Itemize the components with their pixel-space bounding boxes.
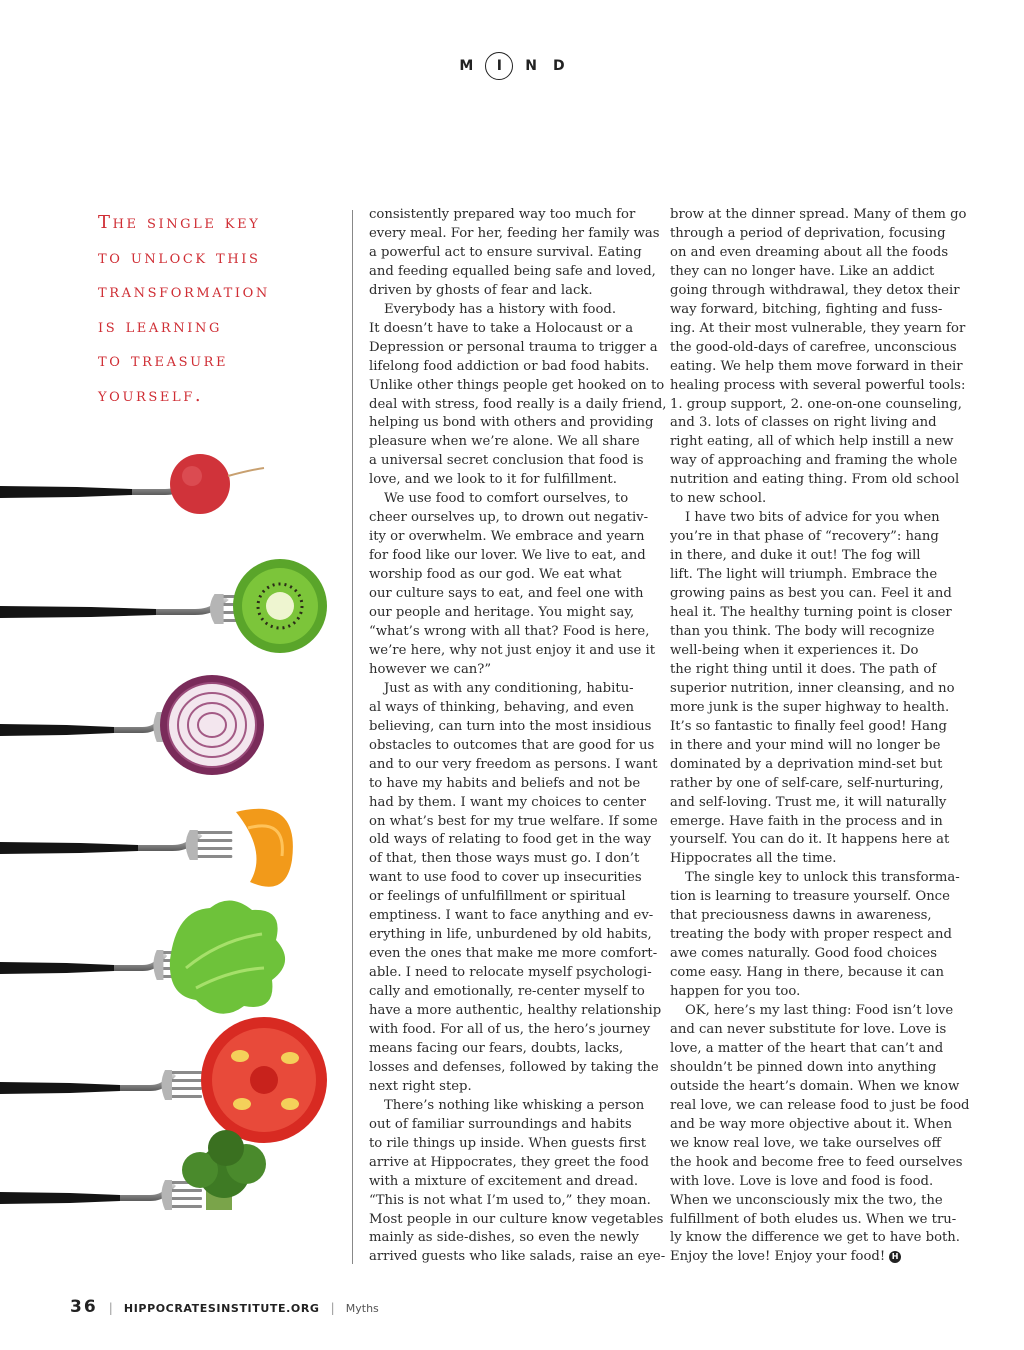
text-line: I have two bits of advice for you when — [685, 510, 940, 526]
text-line: to new school. — [670, 491, 767, 507]
text-line: our culture says to eat, and feel one with — [369, 586, 644, 602]
text-line: the hook and become free to feed ourselves — [670, 1154, 963, 1170]
text-line: want to use food to cover up insecurities — [369, 870, 642, 886]
text-line: we know real love, we take ourselves off — [670, 1135, 941, 1151]
text-line: yourself. You can do it. It happens here at — [670, 832, 950, 848]
text-line: “what’s wrong with all that? Food is here, — [369, 623, 650, 639]
text-line: however we can?” — [369, 661, 492, 677]
text-line: cally and emotionally, re-center myself to — [369, 984, 645, 1000]
text-line: or feelings of unfulfillment or spiritual — [369, 889, 626, 905]
text-line: driven by ghosts of fear and lack. — [369, 282, 593, 298]
text-line: mainly as side-dishes, so even the newly — [369, 1230, 640, 1246]
text-line: Everybody has a history with food. — [384, 301, 617, 317]
text-line: outside the heart’s domain. When we know — [670, 1078, 960, 1094]
text-line: dominated by a deprivation mind-set but — [670, 756, 943, 772]
page-number: 36 — [70, 1297, 98, 1317]
text-line: losses and defenses, followed by taking the — [369, 1059, 659, 1075]
tomato-fork — [0, 1017, 327, 1143]
text-line: rather by one of self-care, self-nurturing, — [670, 775, 944, 791]
text-line: happen for you too. — [670, 984, 801, 1000]
text-line: means facing our fears, doubts, lacks, — [369, 1040, 624, 1056]
text-line: real love, we can release food to just be food — [670, 1097, 970, 1113]
text-line: worship food as our god. We eat what — [369, 567, 622, 583]
pull-quote-line: The single key — [98, 212, 261, 233]
text-line: lifelong food addiction or bad food habits. — [369, 358, 650, 374]
text-line: emerge. Have faith in the process and in — [670, 813, 943, 829]
text-line: ly know the difference we get to have both. — [670, 1230, 960, 1246]
text-line: arrive at Hippocrates, they greet the food — [369, 1154, 649, 1170]
text-line: helping us bond with others and providing — [369, 415, 654, 431]
text-line: you’re in that phase of “recovery”: hang — [670, 529, 939, 545]
text-line: It doesn’t have to take a Holocaust or a — [369, 320, 634, 336]
text-line: of that, then those ways must go. I don’t — [369, 851, 640, 867]
text-line: deal with stress, food really is a daily friend, — [369, 396, 667, 412]
text-line: come easy. Hang in there, because it can — [670, 965, 945, 981]
text-line: well-being when it experiences it. Do — [670, 642, 919, 658]
text-line: our people and heritage. You might say, — [369, 605, 635, 621]
section-letter: N — [525, 58, 538, 74]
text-line: eating. We help them move forward in their — [670, 358, 963, 374]
section-letter: M — [459, 58, 474, 74]
pull-quote-line: is learning — [98, 315, 222, 337]
text-line: than you think. The body will recognize — [670, 623, 935, 639]
text-line: able. I need to relocate myself psychologi- — [369, 965, 652, 981]
text-line: for food like our lover. We live to eat, and — [369, 548, 646, 564]
text-line: out of familiar surroundings and habits — [369, 1116, 632, 1132]
text-line: love, and we look to it for fulfillment. — [369, 472, 617, 488]
text-line: Depression or personal trauma to trigger a — [369, 339, 658, 355]
text-line: OK, here’s my last thing: Food isn’t love — [685, 1003, 954, 1019]
text-line: 1. group support, 2. one-on-one counseling, — [670, 396, 962, 412]
text-line: a universal secret conclusion that food is — [369, 453, 644, 469]
text-line: and 3. lots of classes on right living and — [670, 415, 937, 431]
text-line: to have my habits and beliefs and not be — [369, 775, 641, 791]
text-line: right eating, all of which help instill a new — [670, 434, 954, 450]
text-line: even the ones that make me more comfort- — [369, 946, 658, 962]
text-line: to rile things up inside. When guests first — [369, 1135, 646, 1151]
footer-site: HIPPOCRATESINSTITUTE.ORG — [123, 1302, 320, 1315]
text-line: on what’s best for my true welfare. If some — [369, 813, 658, 829]
text-line: When we unconsciously mix the two, the — [670, 1192, 943, 1208]
section-letter: D — [553, 58, 565, 74]
footer-separator: | — [108, 1301, 113, 1315]
article-column-1 — [369, 206, 667, 1267]
text-line: Enjoy the love! Enjoy your food! H — [670, 1248, 952, 1267]
text-line: The single key to unlock this transforma- — [685, 870, 960, 886]
article-column-2 — [670, 206, 970, 1267]
text-line: ing. At their most vulnerable, they yearn for — [670, 320, 966, 336]
text-line: way forward, bitching, fighting and fuss- — [670, 301, 943, 317]
text-line: we’re here, why not just enjoy it and use it — [369, 642, 656, 658]
text-line: and be way more objective about it. When — [670, 1116, 953, 1132]
text-line: and can never substitute for love. Love is — [670, 1021, 947, 1037]
text-line: Most people in our culture know vegetables — [369, 1211, 664, 1227]
text-line: arrived guests who like salads, raise an eye- — [369, 1249, 666, 1265]
text-line: in there and your mind will no longer be — [670, 737, 941, 753]
text-line: in there, and duke it out! The fog will — [670, 548, 921, 564]
text-line: believing, can turn into the most insidious — [369, 718, 652, 734]
text-line: tion is learning to treasure yourself. Once — [670, 889, 950, 905]
text-line: There’s nothing like whisking a person — [384, 1097, 645, 1113]
text-line: shouldn’t be pinned down into anything — [670, 1059, 937, 1075]
footer-separator: | — [330, 1301, 335, 1315]
text-line: Just as with any conditioning, habitu- — [384, 680, 634, 696]
text-line: nutrition and eating thing. From old school — [670, 472, 960, 488]
text-line: on and even dreaming about all the foods — [670, 244, 949, 260]
text-line: healing process with several powerful tools: — [670, 377, 966, 393]
end-mark-icon: H — [889, 1251, 901, 1263]
text-line: through a period of deprivation, focusing — [670, 225, 946, 241]
kiwi-fork — [0, 559, 327, 653]
text-line: emptiness. I want to face anything and ev- — [369, 908, 654, 924]
text-line: more junk is the super highway to health. — [670, 699, 950, 715]
text-line: with love. Love is love and food is food. — [670, 1173, 934, 1189]
lettuce-fork — [0, 900, 285, 1013]
text-line: had by them. I want my choices to center — [369, 794, 646, 810]
text-line: old ways of relating to food get in the way — [369, 832, 652, 848]
pull-quote-line: yourself. — [98, 384, 204, 406]
broccoli-fork — [0, 1130, 266, 1210]
text-line: It’s so fantastic to finally feel good! Hang — [670, 718, 947, 734]
text-line: consistently prepared way too much for — [369, 207, 636, 222]
text-line: erything in life, unburdened by old habits, — [369, 927, 652, 943]
text-line: and feeding equalled being safe and loved, — [369, 263, 656, 279]
text-line: treating the body with proper respect and — [670, 927, 952, 943]
text-line: “This is not what I’m used to,” they moan. — [369, 1192, 651, 1208]
red-onion-fork — [0, 675, 264, 775]
pull-quote-line: transformation — [98, 281, 270, 302]
text-line: every meal. For her, feeding her family was — [369, 225, 660, 241]
text-line: cheer ourselves up, to drown out negativ- — [369, 510, 649, 526]
text-line: heal it. The healthy turning point is closer — [670, 605, 952, 621]
text-line: and to our very freedom as persons. I want — [369, 756, 658, 772]
text-line: next right step. — [369, 1078, 472, 1094]
section-header — [0, 52, 1024, 80]
text-line: Hippocrates all the time. — [670, 851, 837, 867]
text-line: have a more authentic, healthy relationship — [369, 1003, 662, 1019]
text-line: pleasure when we’re alone. We all share — [369, 434, 640, 450]
pull-quote-line: to treasure — [98, 350, 229, 371]
text-line: Unlike other things people get hooked on to — [369, 377, 665, 393]
mandarin-fork — [0, 809, 293, 887]
text-line: love, a matter of the heart that can’t and — [670, 1040, 944, 1056]
page-footer — [70, 1297, 379, 1317]
forks-produce-illustration — [0, 440, 340, 1260]
pull-quote-line: to unlock this — [98, 246, 261, 268]
text-line: that preciousness dawns in awareness, — [670, 908, 932, 924]
text-line: the right thing until it does. The path of — [670, 661, 937, 677]
text-line: al ways of thinking, behaving, and even — [369, 699, 635, 715]
text-line: We use food to comfort ourselves, to — [384, 491, 629, 507]
radish-fork — [0, 454, 264, 514]
section-letter-circled: I — [485, 52, 513, 80]
text-line: fulfillment of both eludes us. When we tru- — [670, 1211, 957, 1227]
text-line: they can no longer have. Like an addict — [670, 263, 935, 279]
text-line: a powerful act to ensure survival. Eating — [369, 244, 642, 260]
text-line: going through withdrawal, they detox their — [670, 282, 960, 298]
text-line: superior nutrition, inner cleansing, and no — [670, 680, 955, 696]
text-line: growing pains as best you can. Feel it and — [670, 586, 952, 602]
text-line: lift. The light will triumph. Embrace the — [670, 567, 938, 583]
text-line: obstacles to outcomes that are good for us — [369, 737, 655, 753]
text-line: with a mixture of excitement and dread. — [369, 1173, 639, 1189]
text-line: brow at the dinner spread. Many of them go — [670, 207, 967, 222]
text-line: with food. For all of us, the hero’s journey — [369, 1021, 651, 1037]
text-line: awe comes naturally. Good food choices — [670, 946, 938, 962]
column-divider — [352, 210, 353, 1264]
footer-section: Myths — [345, 1302, 379, 1315]
text-line: the good-old-days of carefree, unconscious — [670, 339, 957, 355]
pull-quote — [98, 206, 348, 413]
text-line: and self-loving. Trust me, it will naturally — [670, 794, 947, 810]
text-line: way of approaching and framing the whole — [670, 453, 958, 469]
text-line: ity or overwhelm. We embrace and yearn — [369, 529, 645, 545]
